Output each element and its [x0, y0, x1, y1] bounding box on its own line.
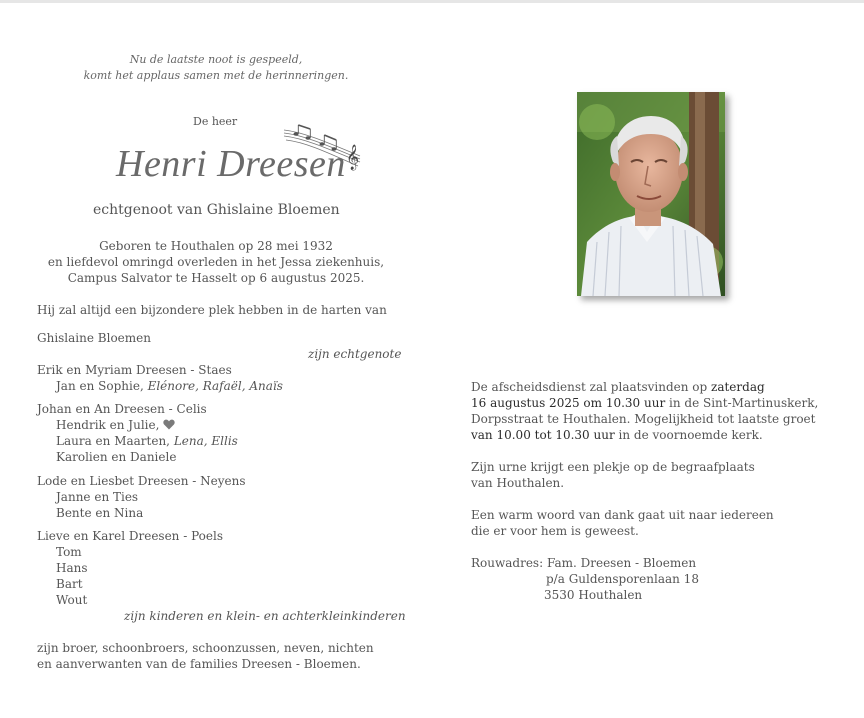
family-member [37, 449, 238, 465]
family-head: Erik en Myriam Dreesen - Staes [37, 363, 232, 377]
service-line-2: 16 augustus 2025 om 10.30 uur in de Sint-Martinuskerk, [471, 396, 819, 410]
member-kids: Elénore, Rafaël, Anaïs [147, 379, 283, 393]
relatives-line-2: en aanverwanten van de families Dreesen - Bloemen. [37, 657, 361, 671]
quote-line-1: Nu de laatste noot is gespeeld, [129, 53, 303, 66]
service-line-1: De afscheidsdienst zal plaatsvinden op zaterdag [471, 380, 765, 394]
deceased-title: De heer [193, 115, 238, 128]
wife-name: Ghislaine Bloemen [37, 331, 151, 345]
family-lieve [37, 528, 223, 608]
member-name: Jan en Sophie, [56, 379, 148, 393]
member-name: Hendrik en Julie, [56, 418, 164, 432]
family-erik [37, 362, 283, 394]
family-member: Wout [56, 593, 88, 607]
urn-line-1: Zijn urne krijgt een plekje op de begraafplaats [471, 460, 755, 474]
member-name: Karolien en Daniele [56, 450, 177, 464]
urn-block [471, 459, 755, 491]
address-block [471, 555, 699, 603]
relatives-line-1: zijn broer, schoonbroers, schoonzussen, neven, nichten [37, 641, 374, 655]
service-line-4: van 10.00 tot 10.30 uur in de voornoemde kerk. [471, 428, 763, 442]
birth-line: Geboren te Houthalen op 28 mei 1932 [99, 239, 333, 253]
top-border [0, 0, 864, 3]
intro-line: Hij zal altijd een bijzondere plek hebben in de harten van [37, 303, 387, 317]
member-kids: Lena, Ellis [173, 434, 238, 448]
heart-icon [163, 419, 175, 430]
death-line-1: en liefdevol omringd overleden in het Jessa ziekenhuis, [47, 255, 385, 269]
family-member: Bente en Nina [56, 506, 144, 520]
address-street: p/a Guldensporenlaan 18 [546, 572, 699, 586]
address-city: 3530 Houthalen [544, 588, 643, 602]
address-label: Rouwadres: Fam. Dreesen - Bloemen [471, 556, 697, 570]
spouse-line: echtgenoot van Ghislaine Bloemen [93, 202, 340, 218]
thanks-line-2: die er voor hem is geweest. [471, 524, 639, 538]
family-member: Tom [56, 545, 82, 559]
family-head: Johan en An Dreesen - Celis [37, 402, 207, 416]
family-lode [37, 473, 246, 521]
wife-role: zijn echtgenote [308, 347, 402, 361]
birth-death-block [36, 238, 396, 286]
portrait-photo [577, 92, 725, 296]
thanks-block [471, 507, 774, 539]
family-head: Lieve en Karel Dreesen - Poels [37, 529, 223, 543]
urn-line-2: van Houthalen. [471, 476, 565, 490]
family-member [37, 433, 238, 449]
children-role: zijn kinderen en klein- en achterkleinkinderen [124, 609, 406, 623]
family-head: Lode en Liesbet Dreesen - Neyens [37, 474, 246, 488]
deceased-name: Henri Dreesen [116, 143, 346, 185]
family-member: Janne en Ties [56, 490, 139, 504]
family-member: Bart [56, 577, 83, 591]
service-block [471, 379, 818, 443]
svg-text:𝄞: 𝄞 [346, 145, 360, 170]
relatives-block [37, 640, 374, 672]
quote [66, 52, 366, 84]
family-johan [37, 401, 238, 465]
quote-line-2: komt het applaus samen met de herinneringen. [83, 69, 349, 82]
thanks-line-1: Een warm woord van dank gaat uit naar iedereen [471, 508, 774, 522]
family-member [37, 378, 283, 394]
family-member [37, 417, 238, 433]
family-member: Hans [56, 561, 88, 575]
service-line-3: Dorpsstraat te Houthalen. Mogelijkheid tot laatste groet [471, 412, 816, 426]
member-name: Laura en Maarten, [56, 434, 174, 448]
death-line-2: Campus Salvator te Hasselt op 6 augustus 2025. [67, 271, 365, 285]
